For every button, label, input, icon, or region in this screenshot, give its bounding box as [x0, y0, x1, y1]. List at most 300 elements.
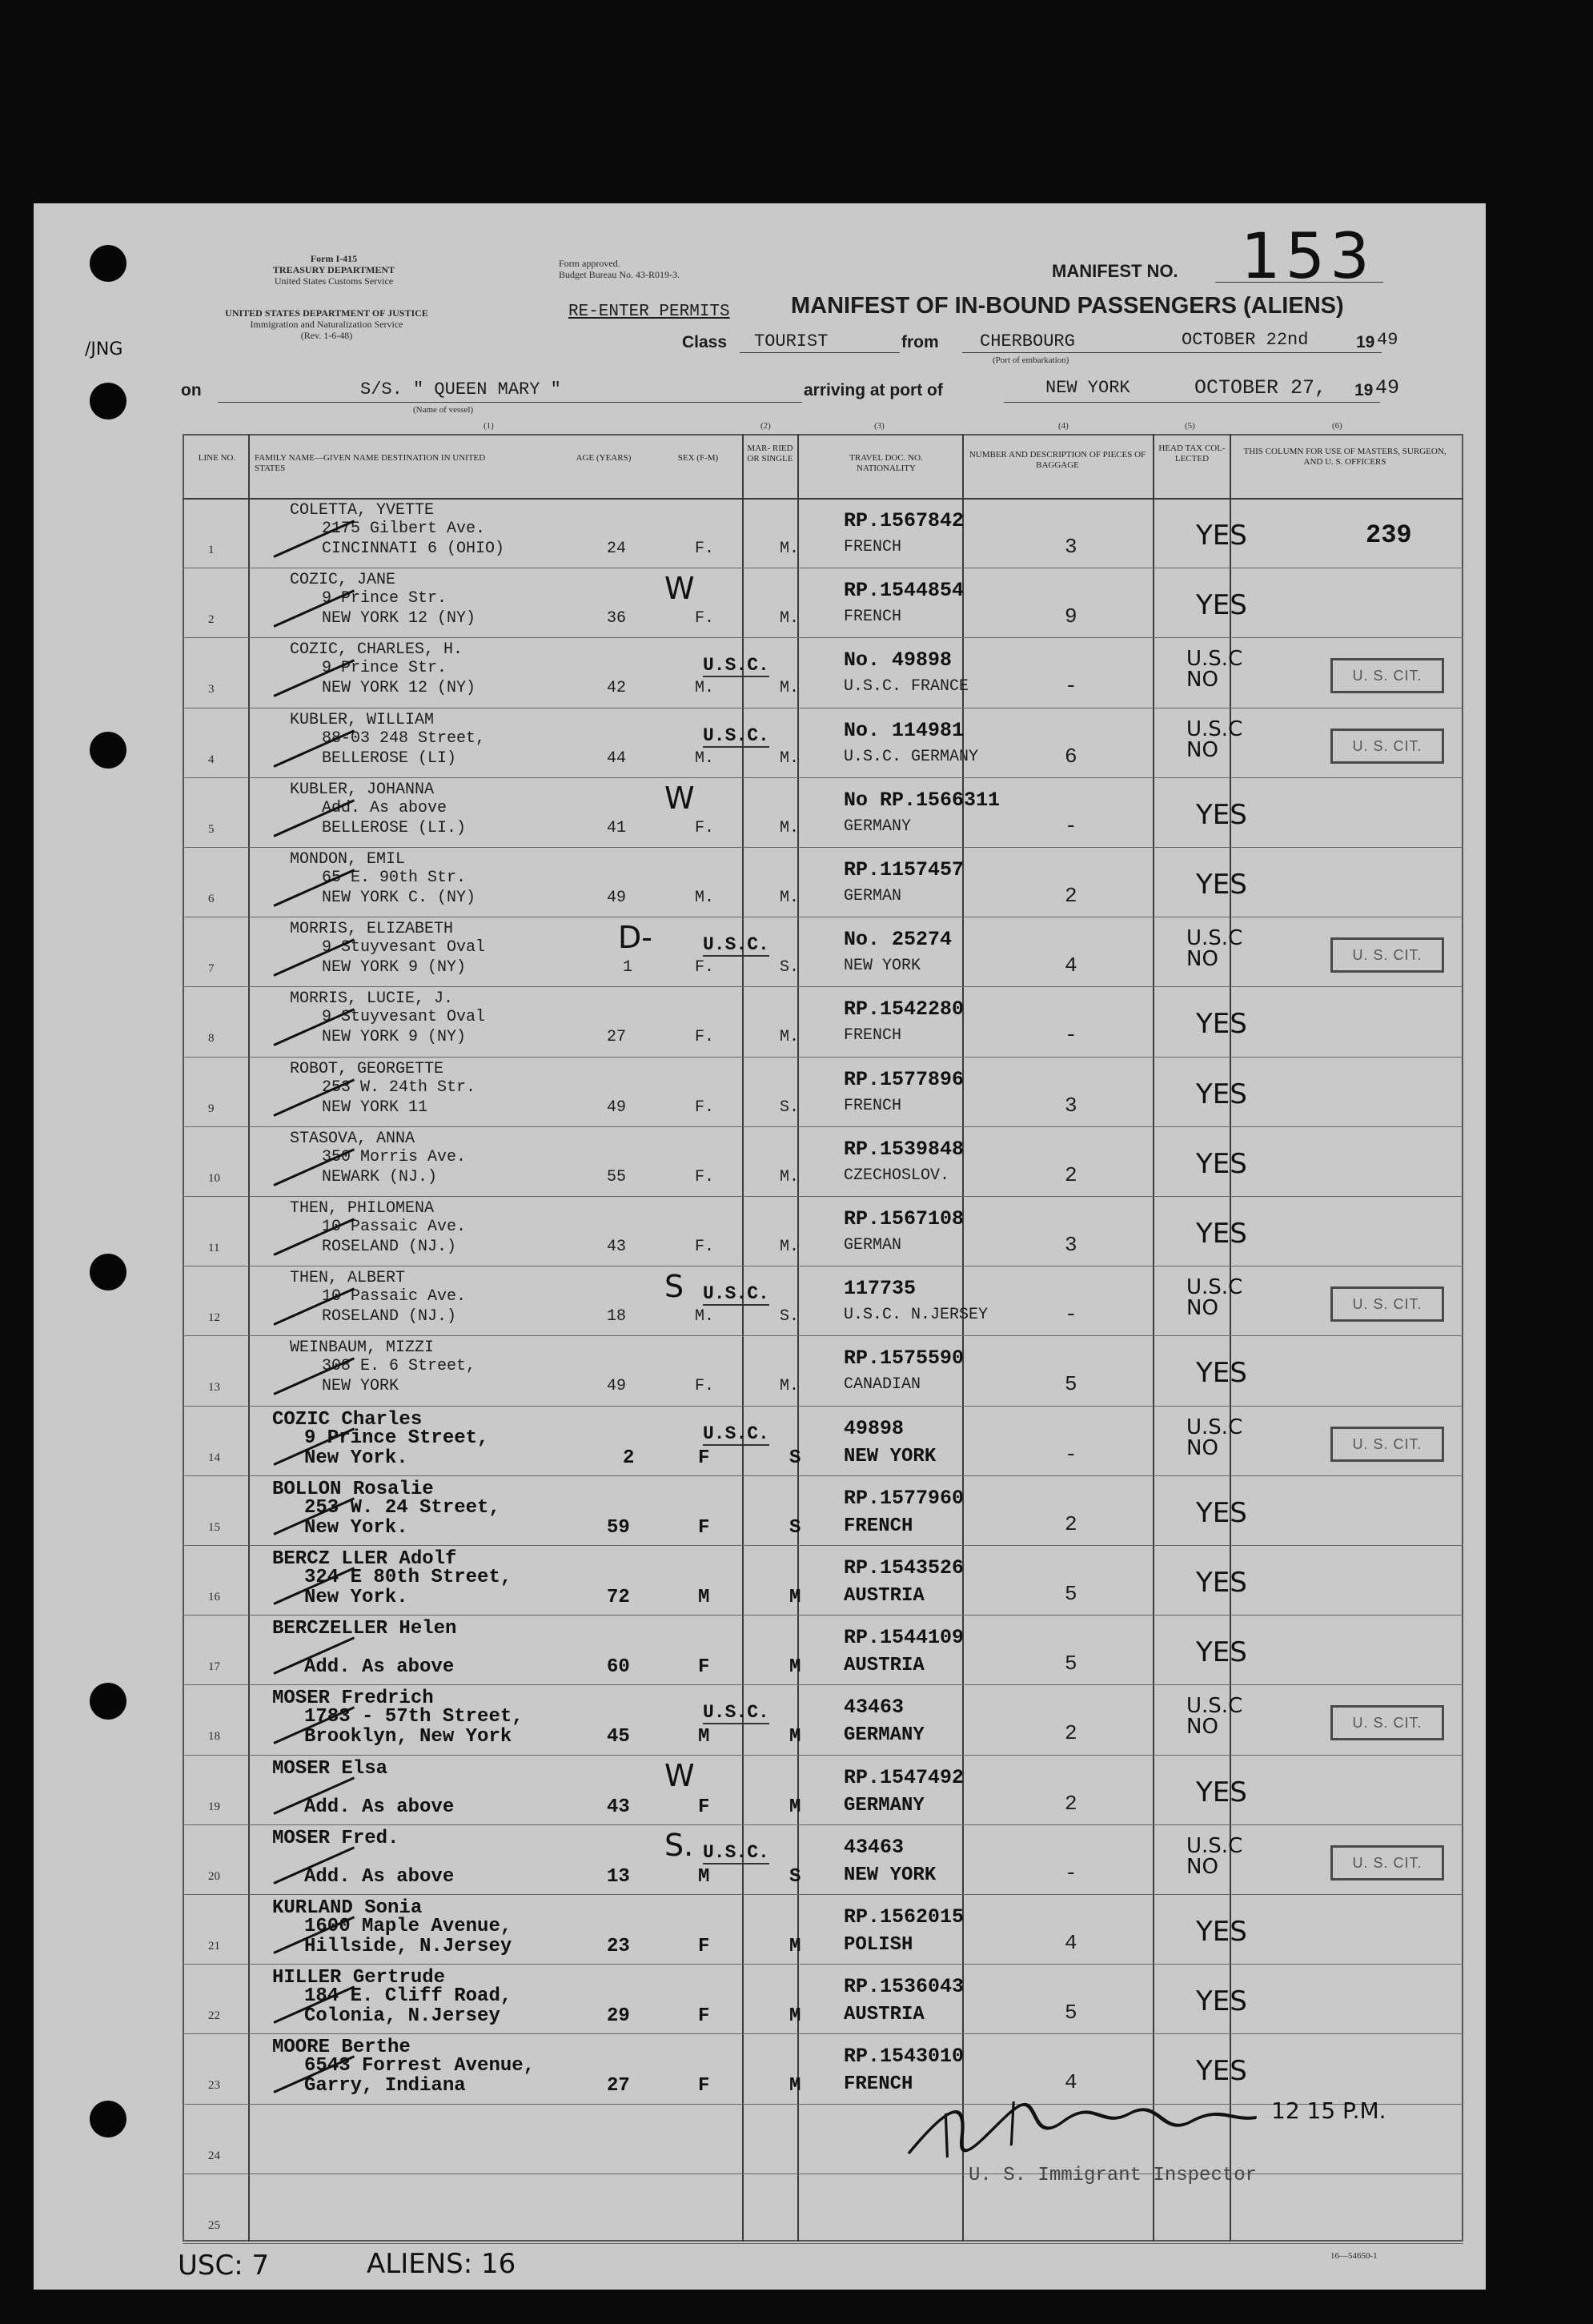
passenger-name: WEINBAUM, MIZZI [290, 1339, 435, 1357]
department-block: UNITED STATES DEPARTMENT OF JUSTICE Immigration and Naturalization Service (Rev. 1-6-48) [225, 307, 428, 341]
address-line: 9 Stuyvesant Oval [322, 938, 486, 957]
baggage-count: 6 [1065, 745, 1077, 769]
travel-doc-number: 43463 [844, 1836, 905, 1859]
head-tax-status: YES [1196, 1078, 1247, 1110]
sex: F [698, 1656, 710, 1678]
address-line: 1783 - 57th Street, [304, 1706, 524, 1728]
address-city: NEW YORK 11 [322, 1098, 428, 1117]
usc-note: U.S.C. [703, 725, 769, 746]
usc-note: U.S.C. [703, 1283, 769, 1304]
address-line: 253 W. 24th Str. [322, 1078, 476, 1097]
aliens-total: ALIENS: 16 [367, 2248, 516, 2280]
col-number: (4) [1058, 421, 1069, 431]
marital-status: S. [780, 1307, 800, 1326]
punch-hole [90, 2101, 126, 2137]
nationality: GERMANY [844, 1724, 925, 1746]
travel-doc-number: 117735 [844, 1277, 917, 1300]
travel-doc-number: No RP.1566311 [844, 789, 1001, 812]
class-label: Class [682, 333, 728, 351]
sex: F. [695, 1028, 715, 1046]
baggage-count: - [1065, 1861, 1077, 1885]
address-line: Add. As above [322, 799, 447, 817]
baggage-count: 5 [1065, 2001, 1077, 2025]
col-header-line: LINE NO. [198, 453, 236, 463]
address-line: 1600 Maple Avenue, [304, 1916, 512, 1937]
passenger-name: ROBOT, GEORGETTE [290, 1060, 444, 1078]
row-divider [183, 1755, 1463, 1756]
address-line: 10 Passaic Ave. [322, 1218, 467, 1236]
sex: F [698, 1936, 710, 1957]
baggage-count: 3 [1065, 1233, 1077, 1257]
handwritten-mark: D- [618, 920, 652, 955]
sex: F. [695, 1168, 715, 1186]
head-tax-status: U.S.C NO [1186, 1834, 1243, 1879]
sex: F [698, 1796, 710, 1818]
nationality: GERMAN [844, 887, 902, 905]
from-line [962, 352, 1382, 353]
baggage-count: 3 [1065, 535, 1077, 559]
address-city: CINCINNATI 6 (OHIO) [322, 540, 505, 558]
manifest-title: MANIFEST OF IN-BOUND PASSENGERS (ALIENS) [791, 293, 1344, 319]
baggage-count: - [1065, 814, 1077, 838]
baggage-count: 5 [1065, 1582, 1077, 1606]
punch-hole [90, 1254, 126, 1290]
head-tax-status: YES [1196, 869, 1247, 901]
sex: F. [695, 1377, 715, 1395]
sex: F. [695, 609, 715, 628]
passenger-name: THEN, ALBERT [290, 1269, 406, 1287]
col-number: (5) [1185, 421, 1195, 431]
row-divider [183, 847, 1463, 848]
address-city: NEW YORK 9 (NY) [322, 958, 467, 977]
address-line: 253 W. 24 Street, [304, 1497, 500, 1519]
us-citizen-stamp: U. S. CIT. [1330, 729, 1444, 764]
baggage-count: 3 [1065, 1094, 1077, 1118]
age: 49 [607, 1098, 627, 1117]
head-tax-status: YES [1196, 1776, 1247, 1808]
baggage-count: 5 [1065, 1652, 1077, 1676]
age: 45 [607, 1726, 630, 1748]
nationality: CZECHOSLOV. [844, 1166, 950, 1185]
baggage-count: 2 [1065, 1721, 1077, 1745]
baggage-count: 4 [1065, 953, 1077, 977]
travel-doc-number: RP.1539848 [844, 1138, 965, 1161]
address-line: 9 Stuyvesant Oval [322, 1008, 486, 1026]
head-tax-status: U.S.C NO [1186, 717, 1243, 762]
col-header-age: AGE (YEARS) [576, 453, 632, 463]
handwritten-mark: W [664, 1758, 695, 1793]
nationality: FRENCH [844, 538, 902, 556]
embarkation-caption: (Port of embarkation) [993, 355, 1069, 365]
col-number: (3) [874, 421, 885, 431]
sex: F. [695, 958, 715, 977]
nationality: U.S.C. N.JERSEY [844, 1306, 989, 1324]
travel-doc-number: RP.1567842 [844, 509, 965, 532]
head-tax-status: YES [1196, 1008, 1247, 1040]
line-number: 18 [208, 1730, 220, 1743]
travel-doc-number: RP.1562015 [844, 1905, 965, 1929]
form-code: 16—54650-1 [1330, 2251, 1378, 2261]
row-divider [183, 1964, 1463, 1965]
sex: F [698, 2075, 710, 2097]
inspection-time: 12 15 P.M. [1271, 2097, 1386, 2124]
row-divider [183, 1615, 1463, 1616]
head-tax-status: U.S.C NO [1186, 647, 1243, 692]
manifest-number: 153 [1241, 221, 1374, 293]
address-city: Garry, Indiana [304, 2075, 466, 2097]
head-tax-status: YES [1196, 799, 1247, 831]
address-city: NEW YORK 9 (NY) [322, 1028, 467, 1046]
line-number: 2 [208, 613, 215, 626]
nationality: GERMANY [844, 817, 912, 836]
punch-hole [90, 1683, 126, 1720]
sex: F [698, 1517, 710, 1539]
travel-doc-number: 43463 [844, 1696, 905, 1719]
age: 27 [607, 2075, 630, 2097]
row-divider [183, 1824, 1463, 1825]
travel-doc-number: RP.1544854 [844, 579, 965, 602]
nationality: FRENCH [844, 1097, 902, 1115]
marital-status: M. [780, 540, 800, 558]
address-city: NEW YORK 12 (NY) [322, 679, 476, 697]
nationality: NEW YORK [844, 1446, 937, 1467]
passenger-name: STASOVA, ANNA [290, 1130, 415, 1148]
marital-status: S. [780, 958, 800, 977]
address-line: 6543 Forrest Avenue, [304, 2055, 536, 2077]
passenger-name: MOORE Berthe [272, 2037, 411, 2058]
marital-status: M [789, 2075, 801, 2097]
row-divider [183, 1406, 1463, 1407]
passenger-name: MOSER Fredrich [272, 1688, 434, 1709]
nationality: POLISH [844, 1934, 913, 1956]
punch-hole [90, 383, 126, 419]
form-approval: Form approved. Budget Bureau No. 43-R019-3. [559, 258, 680, 280]
travel-doc-number: No. 114981 [844, 719, 965, 742]
passenger-name: MORRIS, LUCIE, J. [290, 989, 454, 1008]
col-header-officers: THIS COLUMN FOR USE OF MASTERS, SURGEON, AND U. S. OFFICERS [1243, 447, 1447, 467]
arrival-year: 49 [1375, 376, 1400, 399]
head-tax-status: U.S.C NO [1186, 926, 1243, 971]
punch-hole [90, 245, 126, 282]
age: 49 [607, 1377, 627, 1395]
address-line: 65 E. 90th Str. [322, 869, 467, 887]
travel-doc-number: RP.1575590 [844, 1347, 965, 1370]
line-number: 14 [208, 1451, 220, 1464]
col-number: (6) [1332, 421, 1342, 431]
marital-status: M [789, 1936, 801, 1957]
address-city: Add. As above [304, 1796, 455, 1818]
age: 29 [607, 2005, 630, 2027]
line-number: 1 [208, 544, 215, 556]
travel-doc-number: No. 25274 [844, 928, 953, 951]
line-number: 16 [208, 1591, 220, 1604]
column-divider [248, 434, 250, 2242]
age: 36 [607, 609, 627, 628]
line-number: 10 [208, 1172, 220, 1185]
vessel-name: S/S. " QUEEN MARY " [360, 379, 561, 399]
class-line [740, 352, 900, 353]
manifest-sheet [34, 203, 1486, 2290]
usc-note: U.S.C. [703, 1702, 769, 1723]
address-city: New York. [304, 1447, 408, 1469]
us-citizen-stamp: U. S. CIT. [1330, 1705, 1444, 1740]
sex: F. [695, 540, 715, 558]
marital-status: M. [780, 679, 800, 697]
baggage-count: 5 [1065, 1372, 1077, 1396]
usc-total: USC: 7 [178, 2250, 270, 2282]
marital-status: M. [780, 819, 800, 837]
address-city: Colonia, N.Jersey [304, 2005, 500, 2027]
baggage-count: 2 [1065, 1792, 1077, 1816]
address-line: 9 Prince Street, [304, 1427, 489, 1449]
head-tax-status: U.S.C NO [1186, 1275, 1243, 1320]
line-number: 23 [208, 2079, 220, 2092]
arrival-line [1004, 402, 1380, 403]
marital-status: M [789, 1726, 801, 1748]
age: 72 [607, 1587, 630, 1608]
age: 43 [607, 1796, 630, 1818]
handwritten-mark: W [664, 571, 695, 606]
sex: M. [695, 749, 715, 768]
col-header-baggage: NUMBER AND DESCRIPTION OF PIECES OF BAGGAGE [969, 450, 1146, 470]
us-citizen-stamp: U. S. CIT. [1330, 937, 1444, 973]
address-line: 2175 Gilbert Ave. [322, 520, 486, 538]
address-city: Add. As above [304, 1656, 455, 1678]
marital-status: M [789, 2005, 801, 2027]
line-number: 6 [208, 893, 215, 905]
address-line: 350 Morris Ave. [322, 1148, 467, 1166]
head-tax-status: YES [1196, 1567, 1247, 1599]
passenger-name: KURLAND Sonia [272, 1897, 423, 1919]
sex: M. [695, 679, 715, 697]
baggage-count: 2 [1065, 1163, 1077, 1187]
age: 24 [607, 540, 627, 558]
passenger-name: MONDON, EMIL [290, 850, 406, 869]
passenger-name: BOLLON Rosalie [272, 1479, 434, 1500]
marital-status: M. [780, 1238, 800, 1256]
passenger-name: MOSER Elsa [272, 1758, 388, 1780]
side-mark: /JNG [85, 339, 123, 359]
passenger-name: THEN, PHILOMENA [290, 1199, 435, 1218]
travel-doc-number: RP.1544109 [844, 1626, 965, 1649]
baggage-count: 2 [1065, 884, 1077, 908]
head-tax-status: YES [1196, 1357, 1247, 1389]
head-tax-status: YES [1196, 1916, 1247, 1948]
row-divider [183, 1545, 1463, 1546]
us-citizen-stamp: U. S. CIT. [1330, 1845, 1444, 1880]
row-divider [183, 2033, 1463, 2034]
on-label: on [181, 381, 202, 399]
sex: M. [695, 1307, 715, 1326]
row-divider [183, 1196, 1463, 1197]
sex: F [698, 1447, 710, 1469]
us-citizen-stamp: U. S. CIT. [1330, 1286, 1444, 1322]
age: 1 [623, 958, 633, 977]
passenger-name: MORRIS, ELIZABETH [290, 920, 454, 938]
head-tax-status: U.S.C NO [1186, 1694, 1243, 1739]
arrival-port: NEW YORK [1045, 378, 1130, 398]
age: 42 [607, 679, 627, 697]
line-number: 5 [208, 823, 215, 836]
line-number: 3 [208, 683, 215, 696]
line-number: 9 [208, 1102, 215, 1115]
form-id-block: Form I-415 TREASURY DEPARTMENT United States Customs Service [272, 253, 395, 287]
age: 55 [607, 1168, 627, 1186]
address-line: 9 Prince Str. [322, 659, 447, 677]
age: 23 [607, 1936, 630, 1957]
travel-doc-number: RP.1543010 [844, 2045, 965, 2068]
row-divider [183, 637, 1463, 638]
address-city: ROSELAND (NJ.) [322, 1307, 457, 1326]
passenger-name: KUBLER, WILLIAM [290, 711, 435, 729]
line-number: 15 [208, 1521, 220, 1534]
handwritten-mark: S. [664, 1828, 694, 1863]
line-number: 20 [208, 1870, 220, 1883]
column-divider [797, 434, 799, 2242]
age: 27 [607, 1028, 627, 1046]
signature-scribble [898, 2089, 1274, 2161]
travel-doc-number: No. 49898 [844, 648, 953, 672]
row-divider [183, 1475, 1463, 1476]
address-city: New York. [304, 1517, 408, 1539]
row-divider [183, 2173, 1463, 2174]
usc-note: U.S.C. [703, 934, 769, 955]
line-number: 17 [208, 1660, 220, 1673]
embarkation-port: CHERBOURG [980, 331, 1075, 351]
marital-status: S [789, 1866, 801, 1888]
head-tax-status: YES [1196, 1636, 1247, 1668]
sex: M [698, 1866, 710, 1888]
line-number: 21 [208, 1940, 220, 1953]
row-divider [183, 1057, 1463, 1058]
address-line: 88-03 248 Street, [322, 729, 486, 748]
row-divider [183, 1684, 1463, 1685]
passenger-name: HILLER Gertrude [272, 1967, 446, 1989]
handwritten-mark: S [664, 1269, 684, 1304]
row-divider [183, 1126, 1463, 1127]
address-city: NEWARK (NJ.) [322, 1168, 438, 1186]
departure-year-prefix: 19 [1356, 333, 1375, 351]
from-label: from [901, 333, 939, 351]
address-city: Add. As above [304, 1866, 455, 1888]
line-number: 4 [208, 753, 215, 766]
col-header-travel: TRAVEL DOC. NO. NATIONALITY [849, 453, 923, 473]
sex: M. [695, 889, 715, 907]
baggage-count: 2 [1065, 1512, 1077, 1536]
passenger-name: KUBLER, JOHANNA [290, 781, 435, 799]
address-city: NEW YORK [322, 1377, 399, 1395]
line-number: 22 [208, 2009, 220, 2022]
nationality: U.S.C. GERMANY [844, 748, 979, 766]
line-number: 11 [208, 1242, 220, 1254]
marital-status: M. [780, 889, 800, 907]
baggage-count: - [1065, 1443, 1077, 1467]
usc-note: U.S.C. [703, 1423, 769, 1444]
line-number: 19 [208, 1800, 220, 1813]
header-divider [183, 498, 1463, 500]
head-tax-status: U.S.C NO [1186, 1415, 1243, 1460]
travel-doc-number: RP.1536043 [844, 1975, 965, 1998]
arriving-label: arriving at port of [804, 381, 943, 399]
nationality: AUSTRIA [844, 2004, 925, 2025]
passenger-name: COLETTA, YVETTE [290, 501, 435, 520]
address-city: ROSELAND (NJ.) [322, 1238, 457, 1256]
address-line: 308 E. 6 Street, [322, 1357, 476, 1375]
departure-date: OCTOBER 22nd [1182, 330, 1309, 350]
arrival-date: OCTOBER 27, [1194, 376, 1327, 399]
line-number: 25 [208, 2219, 220, 2232]
col-number: (1) [484, 421, 494, 431]
col-header-sex: SEX (F-M) [677, 453, 719, 463]
nationality: FRENCH [844, 1515, 913, 1537]
head-tax-status: YES [1196, 589, 1247, 621]
passenger-name: COZIC Charles [272, 1409, 423, 1431]
address-city: BELLEROSE (LI.) [322, 819, 467, 837]
marital-status: M. [780, 749, 800, 768]
departure-year: 49 [1377, 330, 1398, 350]
travel-doc-number: RP.1577960 [844, 1487, 965, 1510]
nationality: NEW YORK [844, 1864, 937, 1886]
travel-doc-number: RP.1157457 [844, 858, 965, 881]
travel-doc-number: RP.1543526 [844, 1556, 965, 1579]
column-divider [962, 434, 964, 2242]
head-tax-status: YES [1196, 1985, 1247, 2017]
inspector-caption: U. S. Immigrant Inspector [969, 2165, 1258, 2186]
marital-status: M. [780, 609, 800, 628]
address-city: New York. [304, 1587, 408, 1608]
age: 60 [607, 1656, 630, 1678]
us-citizen-stamp: U. S. CIT. [1330, 1427, 1444, 1462]
line-number: 7 [208, 962, 215, 975]
nationality: FRENCH [844, 1026, 902, 1045]
row-divider [183, 986, 1463, 987]
head-tax-status: YES [1196, 1497, 1247, 1529]
marital-status: S [789, 1447, 801, 1469]
nationality: U.S.C. FRANCE [844, 677, 969, 696]
address-line: 184 E. Cliff Road, [304, 1985, 512, 2007]
sex: F. [695, 819, 715, 837]
baggage-count: 4 [1065, 1931, 1077, 1955]
line-number: 12 [208, 1311, 220, 1324]
col-number: (2) [760, 421, 771, 431]
nationality: AUSTRIA [844, 1655, 925, 1676]
column-divider [742, 434, 744, 2242]
baggage-count: - [1065, 1023, 1077, 1047]
sex: M [698, 1726, 710, 1748]
head-tax-status: YES [1196, 1148, 1247, 1180]
passenger-name: COZIC, CHARLES, H. [290, 640, 463, 659]
sex: F. [695, 1238, 715, 1256]
travel-doc-number: RP.1567108 [844, 1207, 965, 1230]
marital-status: M [789, 1587, 801, 1608]
travel-doc-number: RP.1577896 [844, 1068, 965, 1091]
age: 44 [607, 749, 627, 768]
nationality: FRENCH [844, 2073, 913, 2095]
head-tax-status: YES [1196, 2055, 1247, 2087]
row-divider [183, 2243, 1463, 2244]
nationality: AUSTRIA [844, 1585, 925, 1607]
usc-note: U.S.C. [703, 1842, 769, 1863]
baggage-count: 4 [1065, 2070, 1077, 2094]
passenger-name: BERCZELLER Helen [272, 1618, 457, 1640]
marital-status: M. [780, 1168, 800, 1186]
punch-hole [90, 732, 126, 769]
line-number: 8 [208, 1032, 215, 1045]
marital-status: M [789, 1796, 801, 1818]
col-header-name: FAMILY NAME—GIVEN NAME DESTINATION IN UNITED STATES [255, 453, 486, 473]
sex: M [698, 1587, 710, 1608]
nationality: GERMAN [844, 1236, 902, 1254]
